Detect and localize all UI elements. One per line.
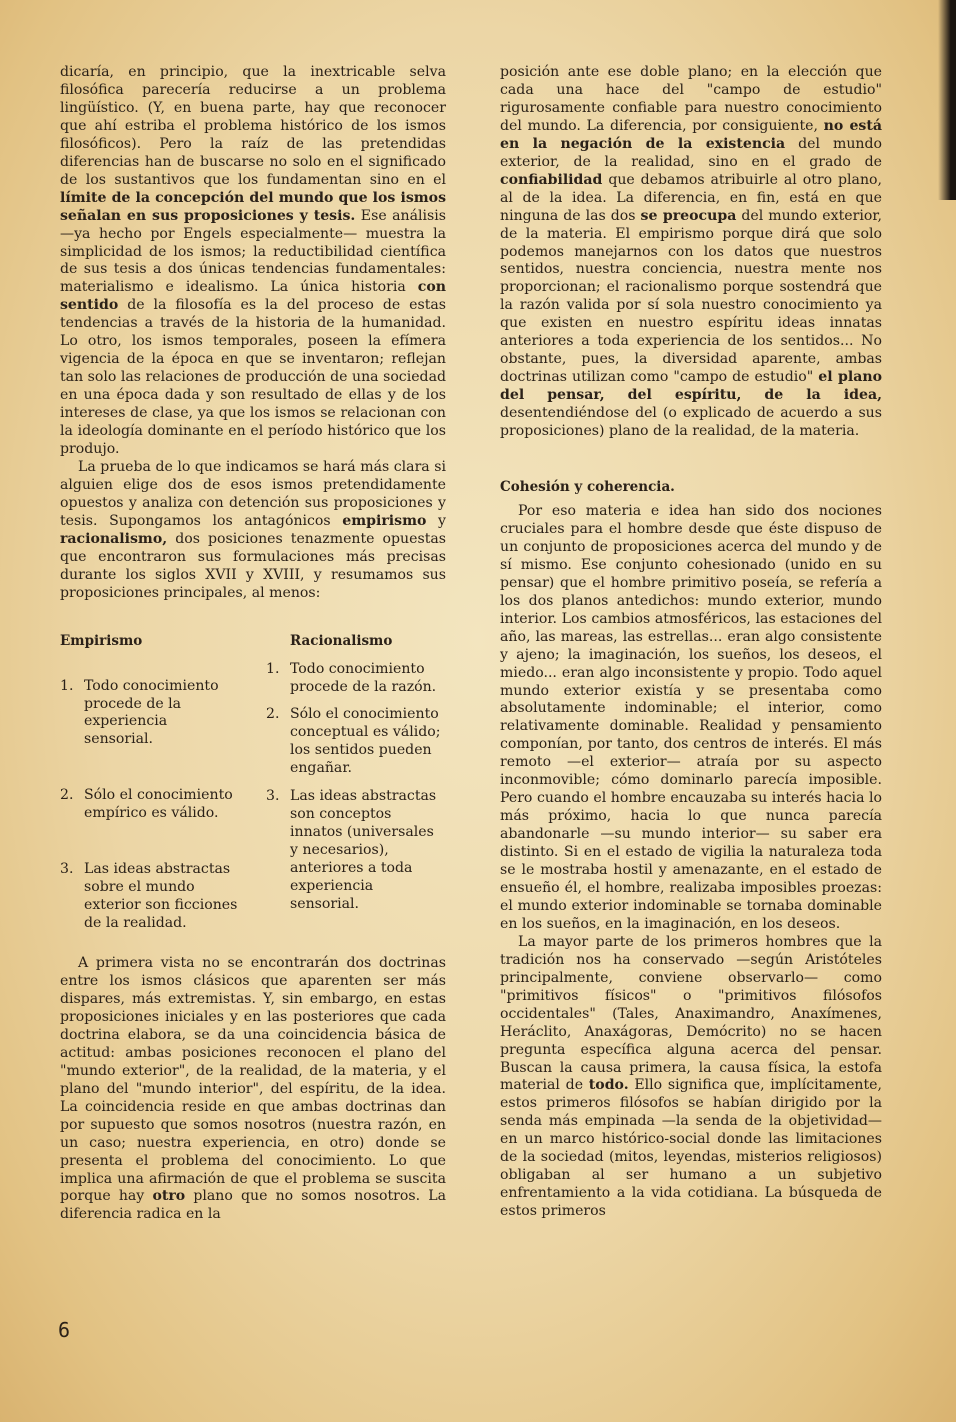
empirismo-item-2: 2. Sólo el conocimiento empírico es válido. <box>60 787 233 822</box>
left-paragraph-3: A primera vista no se encontrarán dos doctrinas entre los ismos clásicos que aparenten ser más dispares, más extremistas. Y, sin embargo, en estas proposiciones iniciales y en las posteriores que cada doctrina elabora, se da una coincidencia básica de actitud: ambas posiciones reconocen el plano del "mundo exterior", de la realidad, de la materia, y el plano del "mundo interior", del espíritu, de la idea. La coincidencia reside en que ambas doctrinas dan por supuesto que somos nosotros (nuestra razón, en un caso; nuestra experiencia, en otro) donde se presenta el problema del conocimiento. Lo que implica una afirmación de que el problema se suscita porque hay otro plano que no somos nosotros. La diferencia radica en la <box>60 955 447 1223</box>
comparison-table <box>60 633 446 933</box>
racionalismo-column <box>266 633 446 933</box>
right-paragraph-1: posición ante ese doble plano; en la elección que cada una hace del "campo de estudio" rigurosamente confiable para nuestro conocimiento del mundo. La diferencia, por consiguiente, no está en la negación de la existencia del mundo exterior, de la realidad, sino en el grado de confiabilidad que debamos atribuirle al otro plano, al de la idea. La diferencia, en fin, está en que ninguna de las dos se preocupa del mundo exterior, de la materia. El empirismo porque dirá que solo podemos manejarnos con los datos que nuestros sentidos, nuestra conciencia, nuestra mente nos proporcionan; el racionalismo porque sostendrá que la razón valida por sí sola nuestro conocimiento ya que existen en nuestro espíritu ideas innatas anteriores a toda experiencia de los sentidos... No obstante, pues, la diversidad aparente, ambas doctrinas utilizan como "campo de estudio" el plano del pensar, del espíritu, de la idea, desentendiéndose del (o explicado de acuerdo a sus proposiciones) plano de la realidad, de la materia. <box>500 64 883 440</box>
racionalismo-item-1: 1. Todo conocimiento procede de la razón. <box>266 660 437 695</box>
page-number: 6 <box>58 1318 71 1342</box>
racionalismo-item-2: 2. Sólo el conocimiento conceptual es válido; los sentidos pueden engañar. <box>266 706 441 777</box>
right-paragraph-2: Por eso materia e idea han sido dos nociones cruciales para el hombre desde que éste dispuso de un conjunto de proposiciones acerca del mundo y de sí mismo. Ese conjunto cohesionado (unido en su pensar) que el hombre primitivo poseía, se refería a los dos planos antedichos: mundo exterior, mundo interior. Los cambios atmosféricos, las estaciones del año, las mareas, las estrellas... eran algo consistente y ajeno; la imaginación, los sueños, los deseos, el miedo... eran algo inconsistente y propio. Todo aquel mundo exterior existía y se presentaba como absolutamente indominable; el interior, como relativamente dominable. Realidad y pensamiento componían, por tanto, dos centros de interés. El más remoto —el exterior— atraía por su aspecto inconmovible; cómo dominarlo parecía imposible. Pero cuando el hombre encauzaba su interés hacia lo más próximo, hacia lo que nunca parecía abandonarle —su mundo interior— su saber era distinto. Si en el estado de vigilia la naturaleza toda se le mostraba hostil y amenazante, en el estado de ensueño él, el hombre, realizaba imposibles proezas: el mundo exterior indominable se tornaba dominable en los sueños, en la imaginación, en los deseos. <box>500 502 882 932</box>
right-column <box>500 64 882 1221</box>
empirismo-item-1: 1. Todo conocimiento procede de la experiencia sensorial. <box>60 677 219 748</box>
page-edge-shadow <box>938 0 956 200</box>
right-paragraph-3: La mayor parte de los primeros hombres que la tradición nos ha conservado —según Aristóteles principalmente, conviene observarlo— como "primitivos físicos" o "primitivos filósofos occidentales" (Tales, Anaximandro, Anaxímenes, Heráclito, Anaxágoras, Demócrito) no se hacen pregunta específica alguna acerca del pensar. Buscan la causa primera, la causa física, la estofa material de todo. Ello significa que, implícitamente, estos primeros filósofos se habían dirigido por la senda más empinada —la senda de la objetividad— en un marco histórico-social donde las limitaciones de la sociedad (mitos, leyendas, misterios religiosos) obligaban al ser humano a un subjetivo enfrentamiento a la vida cotidiana. La búsqueda de estos primeros <box>500 933 882 1220</box>
racionalismo-item-3: 3. Las ideas abstractas son conceptos innatos (universales y necesarios), anteriores a toda experiencia sensorial. <box>266 788 437 912</box>
empirismo-item-3: 3. Las ideas abstractas sobre el mundo exterior son ficciones de la realidad. <box>60 861 238 932</box>
empirismo-column <box>60 633 240 933</box>
left-paragraph-1: dicaría, en principio, que la inextricable selva filosófica parecería reducirse a un problema lingüístico. (Y, en buena parte, hay que reconocer que ahí estriba el problema histórico de los ismos filosóficos). Pero la raíz de las pretendidas diferencias han de buscarse no solo en el significado de los sustantivos que los fundamentan sino en el límite de la concepción del mundo que los ismos señalan en sus proposiciones y tesis. Ese análisis —ya hecho por Engels especialmente— muestra la simplicidad de los ismos; la reductibilidad científica de sus tesis a dos únicas tendencias fundamentales: materialismo e idealismo. La única historia con sentido de la filosofía es la del proceso de estas tendencias a través de la historia de la humanidad. Lo otro, los ismos temporales, poseen la efímera vigencia de la época en que se inventaron; reflejan tan solo las relaciones de producción de una sociedad en una época dada y son resultado de ellas y de los intereses de clase, ya que los ismos se relacionan con la ideología dominante en el período histórico que los produjo. <box>60 64 446 458</box>
empirismo-header: Empirismo <box>60 632 143 649</box>
left-column <box>60 64 446 1224</box>
racionalismo-header: Racionalismo <box>290 632 393 649</box>
left-paragraph-2: La prueba de lo que indicamos se hará más clara si alguien elige dos de esos ismos pretendidamente opuestos y analiza con detención sus proposiciones y tesis. Supongamos los antagónicos empirismo y racionalismo, dos posiciones tenazmente opuestas que encontraron sus formulaciones más precisas durante los siglos XVII y XVIII, y resumamos sus proposiciones principales, al menos: <box>60 458 447 601</box>
section-title: Cohesión y coherencia. <box>500 479 675 496</box>
